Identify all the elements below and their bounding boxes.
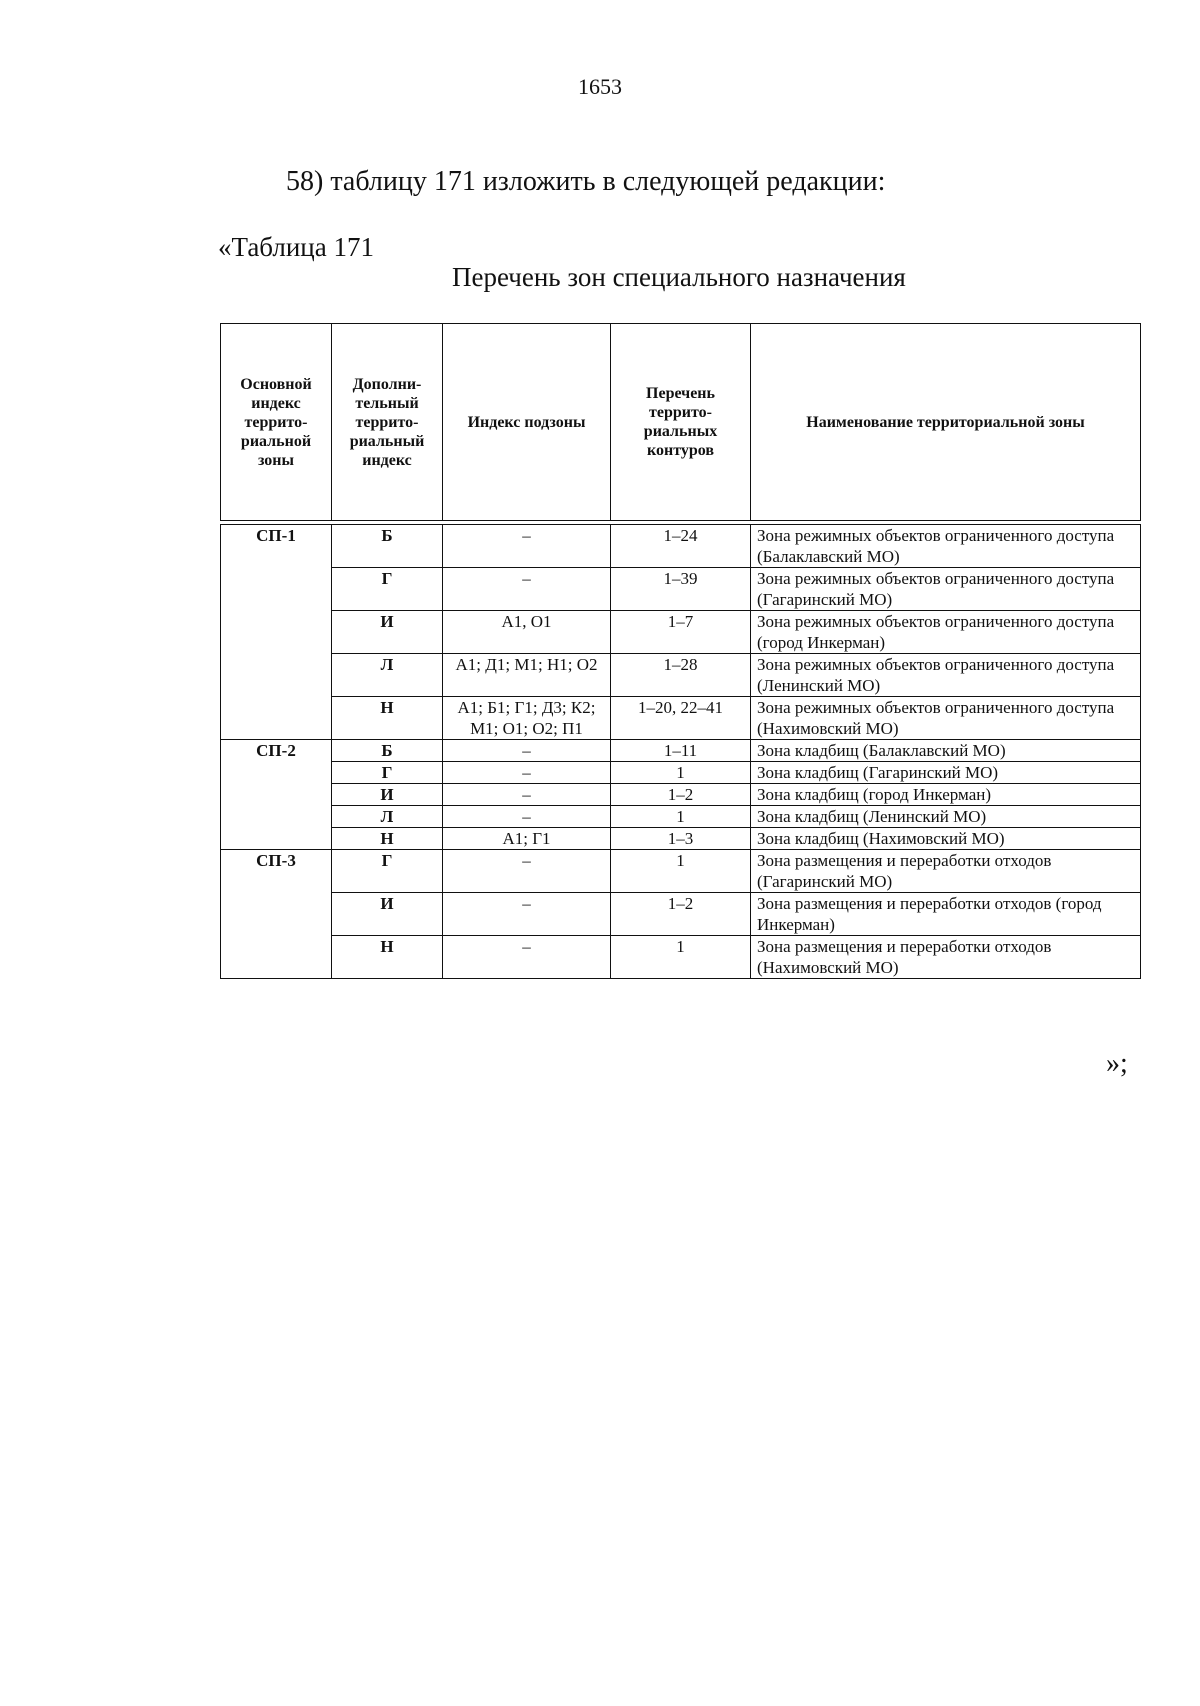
subzone-index-cell: А1; Г1 [443, 828, 611, 850]
zone-name-cell: Зона кладбищ (Нахимовский МО) [751, 828, 1141, 850]
zone-name-cell: Зона размещения и переработки отходов (город Инкерман) [751, 893, 1141, 936]
contours-cell: 1–2 [611, 784, 751, 806]
table-row [221, 697, 1141, 740]
table-row [221, 568, 1141, 611]
header-main-index: Основной индекс террито-риальной зоны [221, 324, 332, 521]
zones-table [220, 323, 1141, 979]
main-index-cell: СП-1 [221, 525, 332, 740]
subzone-index-cell: – [443, 784, 611, 806]
table-header [221, 324, 1141, 525]
header-contours: Перечень террито-риальных контуров [611, 324, 751, 521]
table-row [221, 611, 1141, 654]
subzone-index-cell: – [443, 936, 611, 979]
contours-cell: 1 [611, 806, 751, 828]
additional-index-cell: Л [332, 654, 443, 697]
zone-name-cell: Зона режимных объектов ограниченного доступа (Нахимовский МО) [751, 697, 1141, 740]
table-label: «Таблица 171 [218, 232, 374, 262]
zone-name-cell: Зона кладбищ (Ленинский МО) [751, 806, 1141, 828]
contours-cell: 1 [611, 762, 751, 784]
contours-cell: 1–20, 22–41 [611, 697, 751, 740]
header-additional-index: Дополни-тельный террито-риальный индекс [332, 324, 443, 521]
additional-index-cell: Н [332, 936, 443, 979]
additional-index-cell: Б [332, 740, 443, 762]
additional-index-cell: Н [332, 697, 443, 740]
page-number: 1653 [578, 74, 622, 99]
zone-name-cell: Зона размещения и переработки отходов (Нахимовский МО) [751, 936, 1141, 979]
contours-cell: 1–2 [611, 893, 751, 936]
table-title: Перечень зон специального назначения [452, 262, 906, 292]
header-subzone-index: Индекс подзоны [443, 324, 611, 521]
additional-index-cell: Г [332, 850, 443, 893]
additional-index-cell: Н [332, 828, 443, 850]
subzone-index-cell: – [443, 740, 611, 762]
table-row [221, 806, 1141, 828]
contours-cell: 1 [611, 936, 751, 979]
item-heading: 58) таблицу 171 изложить в следующей редакции: [286, 166, 886, 197]
additional-index-cell: Л [332, 806, 443, 828]
contours-cell: 1–39 [611, 568, 751, 611]
table-row [221, 936, 1141, 979]
additional-index-cell: Г [332, 568, 443, 611]
zone-name-cell: Зона режимных объектов ограниченного доступа (Ленинский МО) [751, 654, 1141, 697]
table-row [221, 828, 1141, 850]
main-index-cell: СП-3 [221, 850, 332, 979]
zone-name-cell: Зона размещения и переработки отходов (Гагаринский МО) [751, 850, 1141, 893]
zone-name-cell: Зона кладбищ (Балаклавский МО) [751, 740, 1141, 762]
subzone-index-cell: – [443, 568, 611, 611]
closing-quote: »; [1106, 1048, 1128, 1079]
subzone-index-cell: – [443, 850, 611, 893]
main-index-cell: СП-2 [221, 740, 332, 850]
subzone-index-cell: А1; Д1; М1; Н1; О2 [443, 654, 611, 697]
header-row [221, 324, 1141, 521]
subzone-index-cell: – [443, 762, 611, 784]
zone-name-cell: Зона кладбищ (город Инкерман) [751, 784, 1141, 806]
zone-name-cell: Зона режимных объектов ограниченного доступа (город Инкерман) [751, 611, 1141, 654]
table-row [221, 850, 1141, 893]
contours-cell: 1–7 [611, 611, 751, 654]
subzone-index-cell: – [443, 806, 611, 828]
contours-cell: 1–24 [611, 525, 751, 568]
zone-name-cell: Зона кладбищ (Гагаринский МО) [751, 762, 1141, 784]
subzone-index-cell: А1; Б1; Г1; Д3; К2; М1; О1; О2; П1 [443, 697, 611, 740]
additional-index-cell: Б [332, 525, 443, 568]
table-row [221, 740, 1141, 762]
header-zone-name: Наименование территориальной зоны [751, 324, 1141, 521]
additional-index-cell: И [332, 893, 443, 936]
table-row [221, 762, 1141, 784]
table-row [221, 893, 1141, 936]
table-row [221, 784, 1141, 806]
contours-cell: 1–3 [611, 828, 751, 850]
subzone-index-cell: А1, О1 [443, 611, 611, 654]
table-row [221, 654, 1141, 697]
contours-cell: 1–11 [611, 740, 751, 762]
zone-name-cell: Зона режимных объектов ограниченного доступа (Гагаринский МО) [751, 568, 1141, 611]
zone-name-cell: Зона режимных объектов ограниченного доступа (Балаклавский МО) [751, 525, 1141, 568]
table-row [221, 525, 1141, 568]
subzone-index-cell: – [443, 525, 611, 568]
additional-index-cell: Г [332, 762, 443, 784]
contours-cell: 1–28 [611, 654, 751, 697]
contours-cell: 1 [611, 850, 751, 893]
additional-index-cell: И [332, 784, 443, 806]
additional-index-cell: И [332, 611, 443, 654]
subzone-index-cell: – [443, 893, 611, 936]
table-body [221, 525, 1141, 979]
